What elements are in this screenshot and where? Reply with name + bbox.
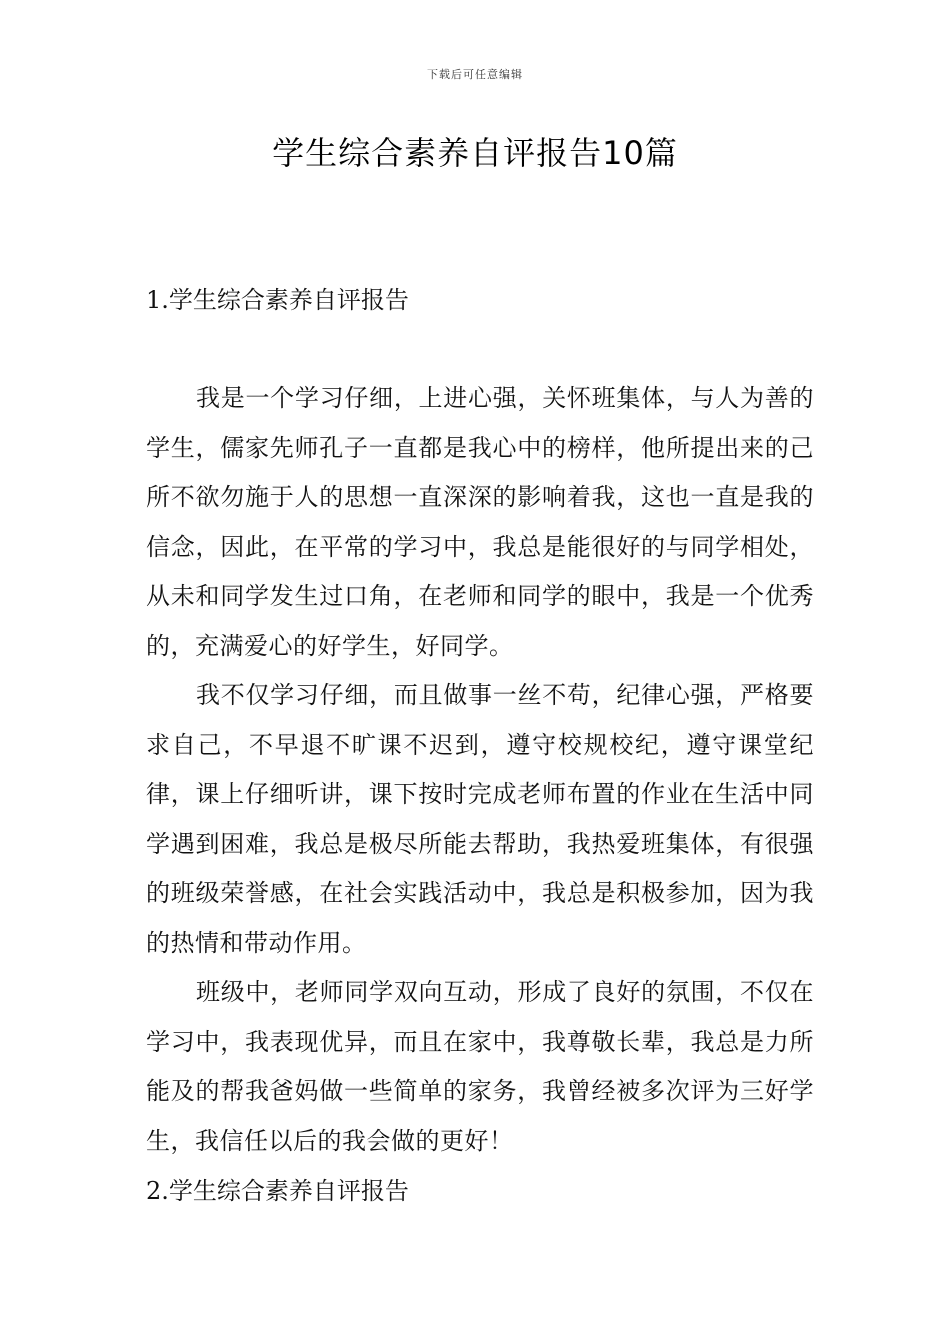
- header-note: 下载后可任意编辑: [427, 68, 523, 81]
- paragraph-1: 我是一个学习仔细，上进心强，关怀班集体，与人为善的学生，儒家先师孔子一直都是我心中的榜样，他所提出来的己所不欲勿施于人的思想一直深深的影响着我，这也一直是我的信念，因此，在平常的学习中，我总是能很好的与同学相处，从未和同学发生过口角，在老师和同学的眼中，我是一个优秀的，充满爱心的好学生，好同学。: [146, 384, 814, 660]
- document-title: 学生综合素养自评报告10篇: [272, 134, 678, 172]
- section-heading-2: 2.学生综合素养自评报告: [146, 1177, 409, 1205]
- paragraph-2: 我不仅学习仔细，而且做事一丝不苟，纪律心强，严格要求自己，不早退不旷课不迟到，遵守校规校纪，遵守课堂纪律，课上仔细听讲，课下按时完成老师布置的作业在生活中同学遇到困难，我总是极尽所能去帮助，我热爱班集体，有很强的班级荣誉感，在社会实践活动中，我总是积极参加，因为我的热情和带动作用。: [146, 681, 814, 957]
- section-heading-1: 1.学生综合素养自评报告: [146, 286, 409, 314]
- paragraph-3: 班级中，老师同学双向互动，形成了良好的氛围，不仅在学习中，我表现优异，而且在家中，我尊敬长辈，我总是力所能及的帮我爸妈做一些简单的家务，我曾经被多次评为三好学生，我信任以后的我会做的更好！: [146, 978, 814, 1155]
- document-body: [146, 275, 814, 1216]
